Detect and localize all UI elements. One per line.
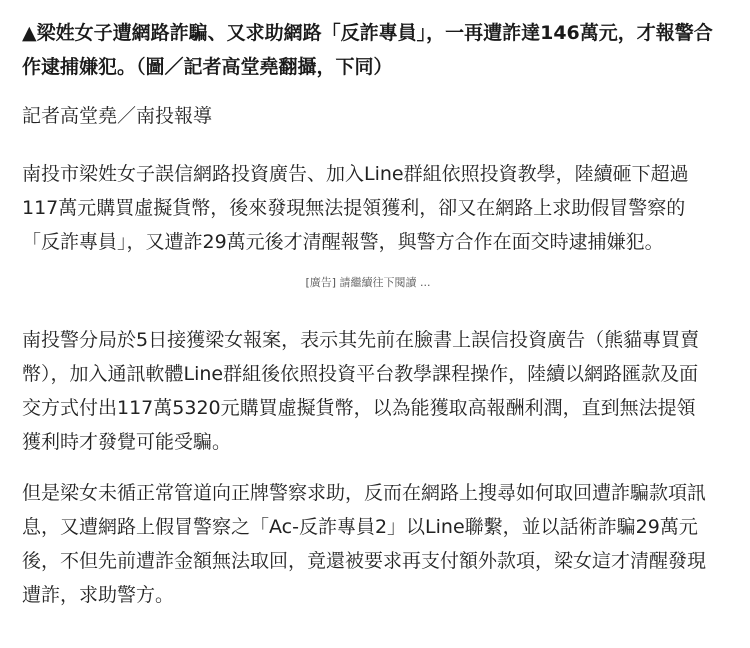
paragraph-3: 但是梁女未循正常管道向正牌警察求助，反而在網路上搜尋如何取回遭詐騙款項訊息，又遭網路上假冒警察之「Ac-反詐專員2」以Line聯繫，並以話術詐騙29萬元後，不但先前遭詐金額無法取回，竟還被要求再支付額外款項，梁女這才清醒發現遭詐，求助警方。 xyxy=(22,482,707,606)
paragraph-2: 南投警分局於5日接獲梁女報案，表示其先前在臉書上誤信投資廣告（熊貓專買賣幣），加入通訊軟體Line群組後依照投資平台教學課程操作，陸續以網路匯款及面交方式付出117萬5320元購買虛擬貨幣，以為能獲取高報酬利潤，直到無法提領獲利時才發覺可能受騙。 xyxy=(22,329,700,453)
paragraph-1: 南投市梁姓女子誤信網路投資廣告、加入Line群組依照投資教學，陸續砸下超過117萬元購買虛擬貨幣，後來發現無法提領獲利，卻又在網路上求助假冒警察的「反詐專員」，又遭詐29萬元後才清醒報警，與警方合作在面交時逮捕嫌犯。 xyxy=(22,163,689,253)
byline: 記者高堂堯／南投報導 xyxy=(22,105,213,127)
ad-notice: [廣告] 請繼續往下閱讀 ... xyxy=(305,276,431,289)
image-caption: ▲梁姓女子遭網路詐騙、又求助網路「反詐專員」，一再遭詐達146萬元，才報警合作逮捕嫌犯。（圖／記者高堂堯翻攝，下同） xyxy=(22,22,713,78)
